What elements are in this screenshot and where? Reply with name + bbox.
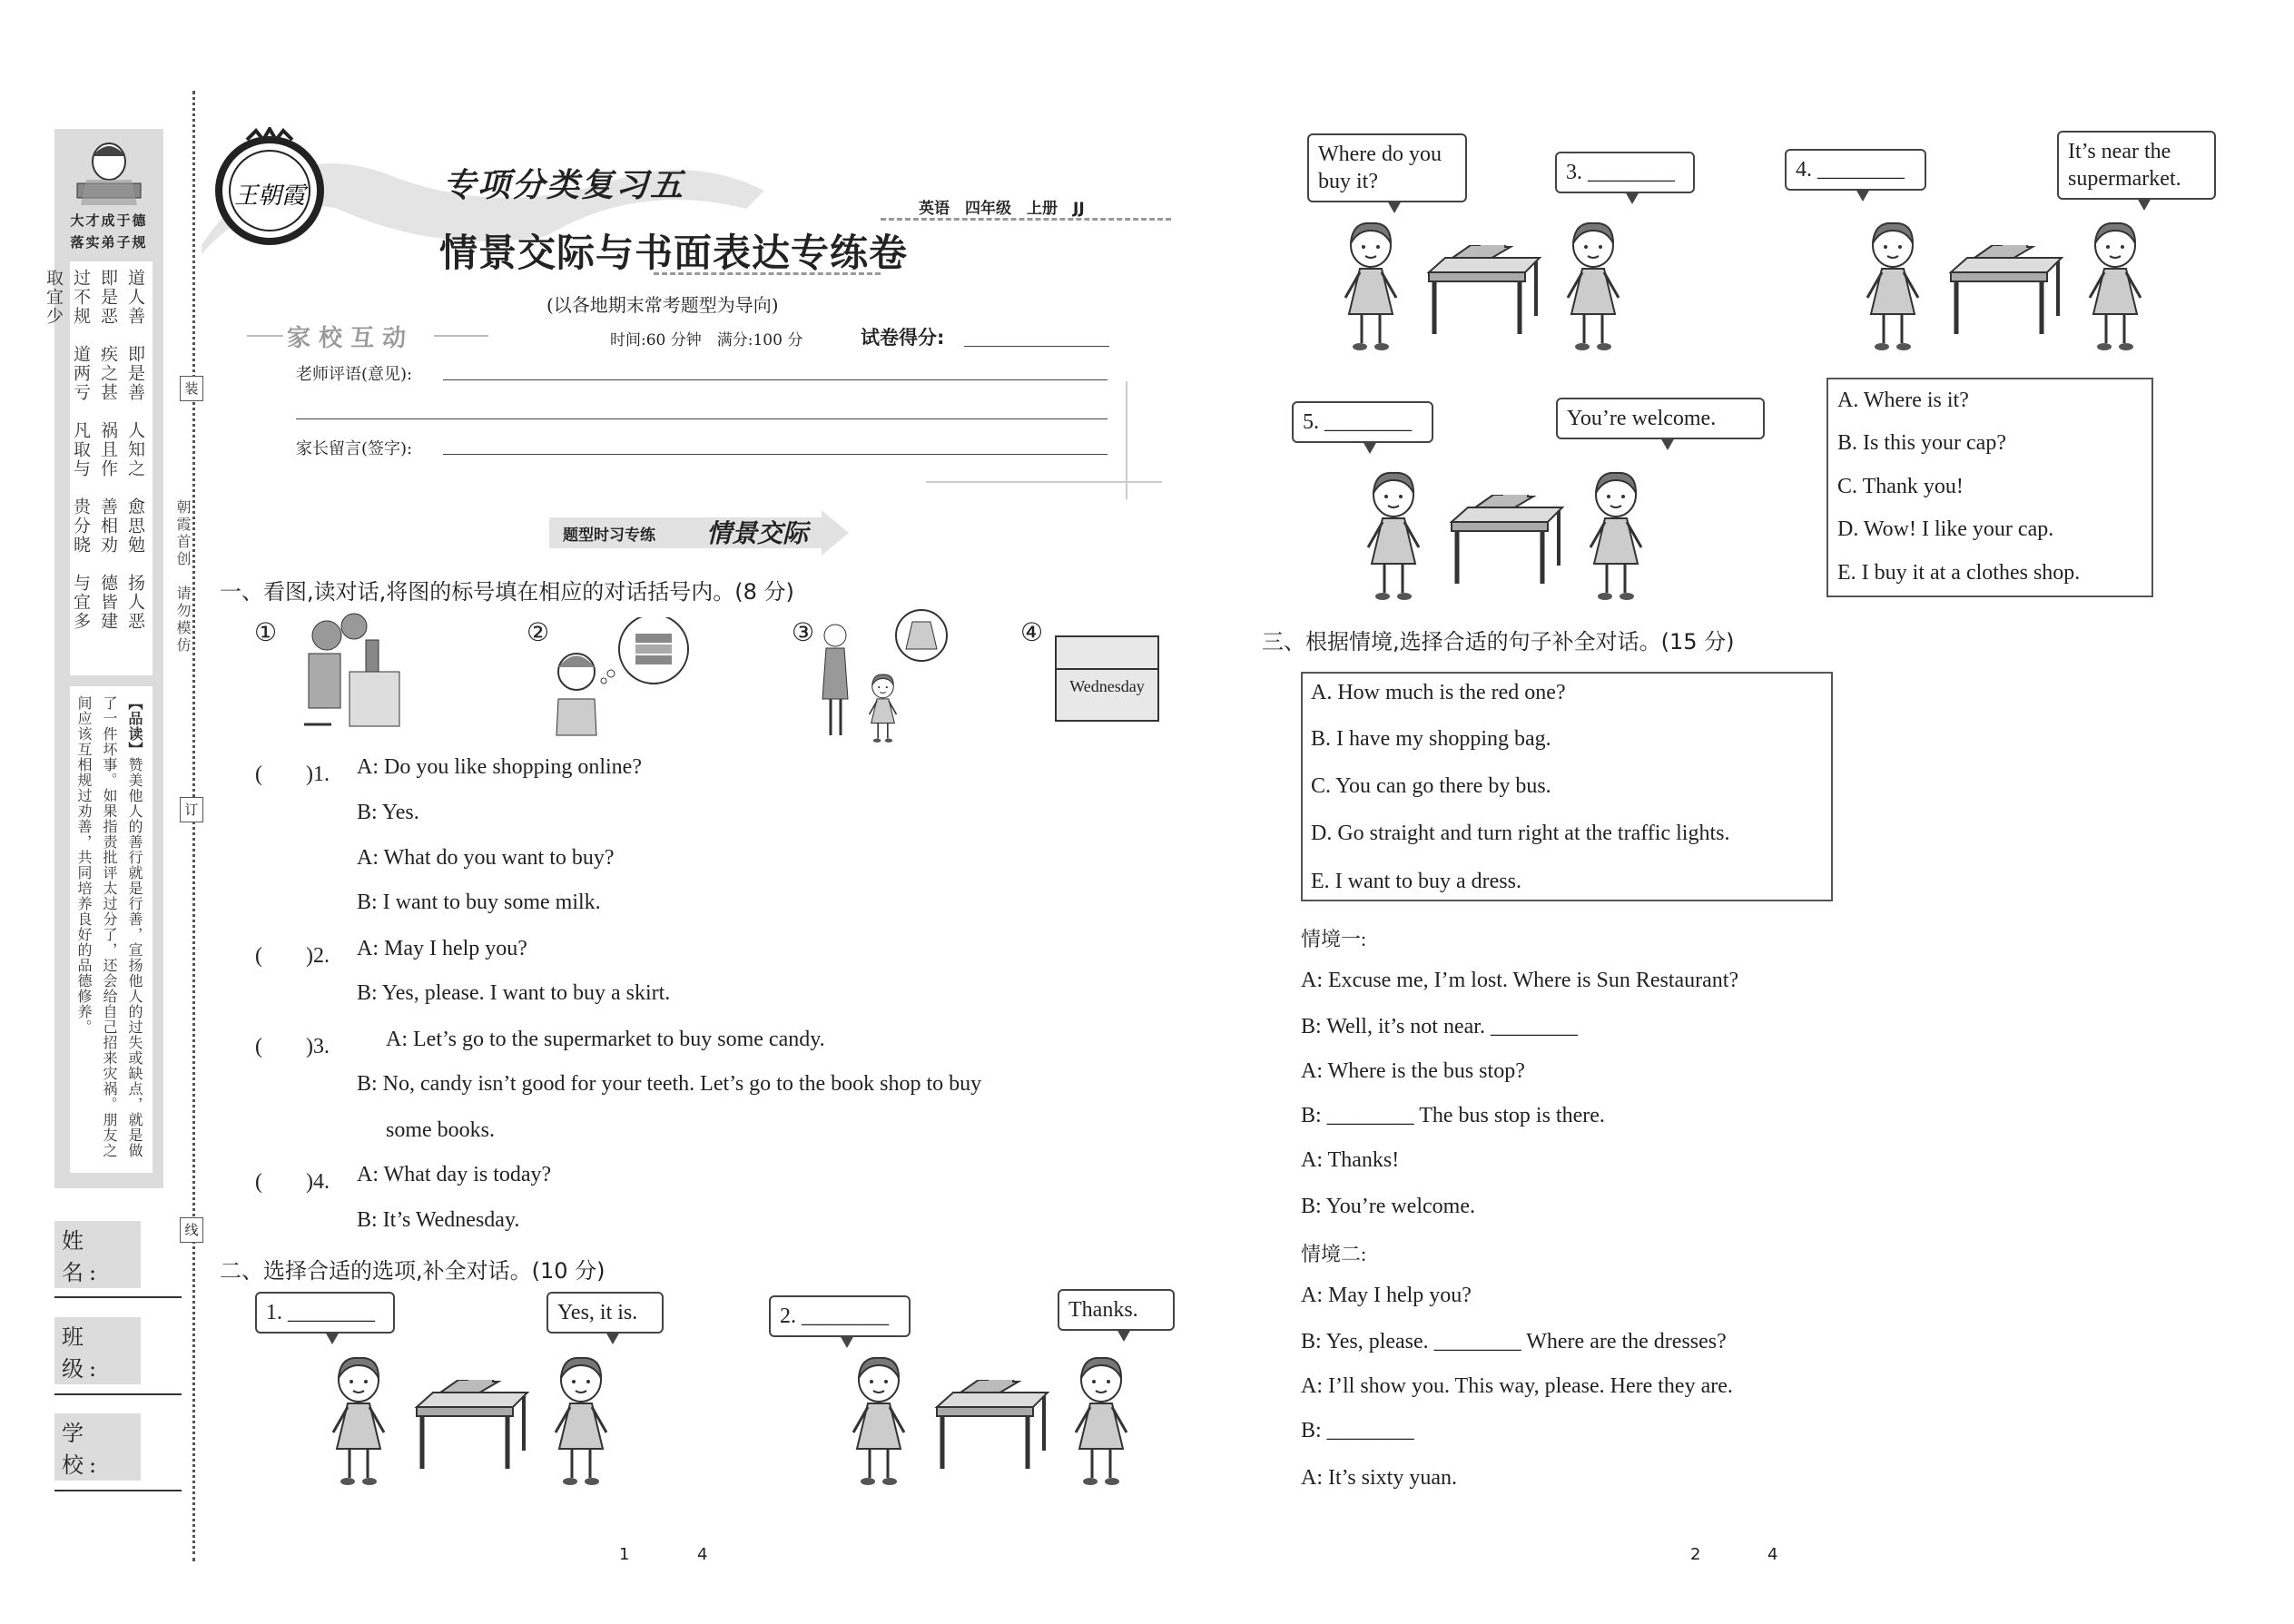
q1-item-2-bracket[interactable]: ( )2. [255,944,330,968]
q1-item-3-bracket[interactable]: ( )3. [255,1035,330,1058]
q3-option-c: C. You can go there by bus. [1311,774,1551,798]
meta-dash [881,218,1171,221]
cap-scene-2 [842,1353,1142,1489]
teacher-comment-label: 老师评语(意见): [296,365,413,384]
series-title: 专项分类复习五 [443,167,685,204]
picture-label-3: ③ [792,617,815,647]
q2-option-e: E. I buy it at a clothes shop. [1837,561,2081,585]
deco-line [247,335,283,337]
speech-bubble: Thanks. [1058,1289,1175,1331]
scene-2-line-5: A: It’s sixty yuan. [1301,1466,1457,1490]
speech-bubble: Where do you buy it? [1307,133,1467,202]
pindu-note [70,686,153,1173]
class-field[interactable] [54,1393,182,1395]
subtitle: (以各地期末常考题型为导向) [546,294,779,316]
q1-item-1-bracket[interactable]: ( )1. [255,763,330,786]
scene-2-label: 情境二: [1301,1243,1367,1265]
scene-1-line-6: B: You’re welcome. [1301,1195,1475,1218]
binding-mark-2: 订 [180,797,203,822]
scene-1-line-3: A: Where is the bus stop? [1301,1059,1525,1083]
q1-item-1-line-4: B: I want to buy some milk. [357,891,601,914]
right-page-total: 4 [1767,1545,1778,1564]
online-shopping-picture [286,608,404,731]
time-score-info: 时间:60 分钟 满分:100 分 [610,331,803,349]
pindu-text: 赞美他人的善行就是行善，宣扬他人的过失或缺点，就是做了一件坏事。如果指责批评太过分了，还会给自己招来灾祸。朋友之间应该互相规过劝善，共同培养良好的品德修养。 [75,695,143,1158]
school-field[interactable] [54,1490,182,1491]
scene-2-line-4[interactable]: B: ________ [1301,1419,1414,1442]
subject-grade-meta: 英语 四年级 上册 JJ [919,200,1085,218]
class-label: 班 级: [54,1317,141,1384]
q1-item-4-line-2: B: It’s Wednesday. [357,1208,520,1232]
q3-heading: 三、根据情境,选择合适的句子补全对话。(15 分) [1262,629,1735,655]
cap-scene-5 [1357,468,1657,604]
pindu-label: 【品读】 [126,695,143,757]
teacher-comment-field-2[interactable] [296,418,1108,419]
binding-mark-1: 装 [180,376,203,401]
girl-wants-skirt-picture [808,608,962,744]
motto-line-1: 大才成于德 [70,212,148,229]
cap-scene-1 [322,1353,622,1489]
speech-bubble: It’s near the supermarket. [2057,131,2216,200]
speech-bubble-2[interactable]: 2. ________ [769,1295,911,1337]
motto-line-2: 落实弟子规 [70,234,148,251]
cap-scene-4 [1856,218,2156,354]
scene-1-label: 情境一: [1301,928,1367,950]
score-label: 试卷得分: [861,327,945,349]
q1-item-1-line-1: A: Do you like shopping online? [357,755,642,779]
picture-label-1: ① [254,617,278,647]
scene-1-line-4[interactable]: B: ________ The bus stop is there. [1301,1104,1605,1127]
copyright-notice: 朝霞首创 请勿模仿 [174,499,192,655]
speech-bubble-3[interactable]: 3. ________ [1555,152,1695,193]
logo-text: 王朝霞 [233,182,306,210]
banner-small-label: 题型时习专练 [563,527,655,545]
binding-mark-3: 线 [180,1217,203,1243]
cap-scene-3 [1334,218,1634,354]
q1-item-3-line-3: some books. [386,1118,495,1142]
score-field[interactable] [964,346,1109,347]
scene-2-line-2[interactable]: B: Yes, please. ________ Where are the dresses? [1301,1330,1727,1353]
q2-heading: 二、选择合适的选项,补全对话。(10 分) [220,1258,605,1284]
scholar-illustration [68,136,150,209]
name-field[interactable] [54,1296,182,1298]
speech-bubble: Yes, it is. [546,1292,664,1334]
deco-line [926,481,1162,483]
picture-label-4: ④ [1020,617,1044,647]
calendar-day: Wednesday [1057,668,1157,696]
parent-message-label: 家长留言(签字): [296,439,413,458]
q3-option-e: E. I want to buy a dress. [1311,870,1521,893]
boy-thinking-books-picture [549,617,694,740]
speech-bubble-4[interactable]: 4. ________ [1785,149,1926,191]
scene-1-line-1: A: Excuse me, I’m lost. Where is Sun Restaurant? [1301,969,1739,992]
q1-item-3-line-1: A: Let’s go to the supermarket to buy some candy. [386,1028,825,1051]
home-school-label: 家 校 互 动 [287,325,407,352]
banner-title: 情景交际 [706,518,809,548]
q1-item-4-line-1: A: What day is today? [357,1163,552,1186]
speech-bubble-1[interactable]: 1. ________ [255,1292,395,1334]
scene-1-line-2[interactable]: B: Well, it’s not near. ________ [1301,1015,1578,1038]
q3-option-d: D. Go straight and turn right at the traffic lights. [1311,822,1730,845]
q1-item-2-line-2: B: Yes, please. I want to buy a skirt. [357,981,671,1005]
q3-option-b: B. I have my shopping bag. [1311,727,1551,751]
left-page-number: 1 [619,1545,630,1564]
picture-label-2: ② [527,617,550,647]
q2-option-d: D. Wow! I like your cap. [1837,517,2054,541]
q1-heading: 一、看图,读对话,将图的标号填在相应的对话括号内。(8 分) [220,579,794,605]
q2-option-c: C. Thank you! [1837,475,1964,498]
name-label: 姓 名: [54,1221,141,1288]
parent-message-field[interactable] [443,454,1108,455]
left-page-total: 4 [697,1545,708,1564]
q1-item-1-line-2: B: Yes. [357,801,419,824]
scene-2-line-1: A: May I help you? [1301,1284,1472,1307]
q1-item-1-line-3: A: What do you want to buy? [357,846,615,870]
school-label: 学 校: [54,1413,141,1481]
q2-option-a: A. Where is it? [1837,389,1969,412]
right-page-number: 2 [1690,1545,1701,1564]
binding-line [192,91,195,1561]
scene-1-line-5: A: Thanks! [1301,1148,1400,1172]
main-title: 情景交际与书面表达专练卷 [439,231,909,275]
q1-item-2-line-1: A: May I help you? [357,937,527,960]
q1-item-3-line-2: B: No, candy isn’t good for your teeth. Let’s go to the book shop to buy [357,1072,982,1096]
dizigui-poem: 道人善 即是善 人知之 愈思勉 扬人恶 即是恶 疾之甚 祸且作 善相劝 德皆建 过不规 道两亏 凡取与 贵分晓 与宜多 取宜少 [70,261,153,675]
speech-bubble: You’re welcome. [1556,398,1765,439]
title-dash [654,272,881,275]
q2-option-b: B. Is this your cap? [1837,431,2006,455]
brand-logo [211,127,329,245]
calendar-picture [1055,635,1159,722]
q3-option-a: A. How much is the red one? [1311,681,1566,704]
deco-line [434,335,488,337]
scene-2-line-3: A: I’ll show you. This way, please. Here they are. [1301,1374,1733,1398]
q1-item-4-bracket[interactable]: ( )4. [255,1170,330,1194]
teacher-comment-field[interactable] [443,379,1108,380]
speech-bubble-5[interactable]: 5. ________ [1292,401,1433,443]
